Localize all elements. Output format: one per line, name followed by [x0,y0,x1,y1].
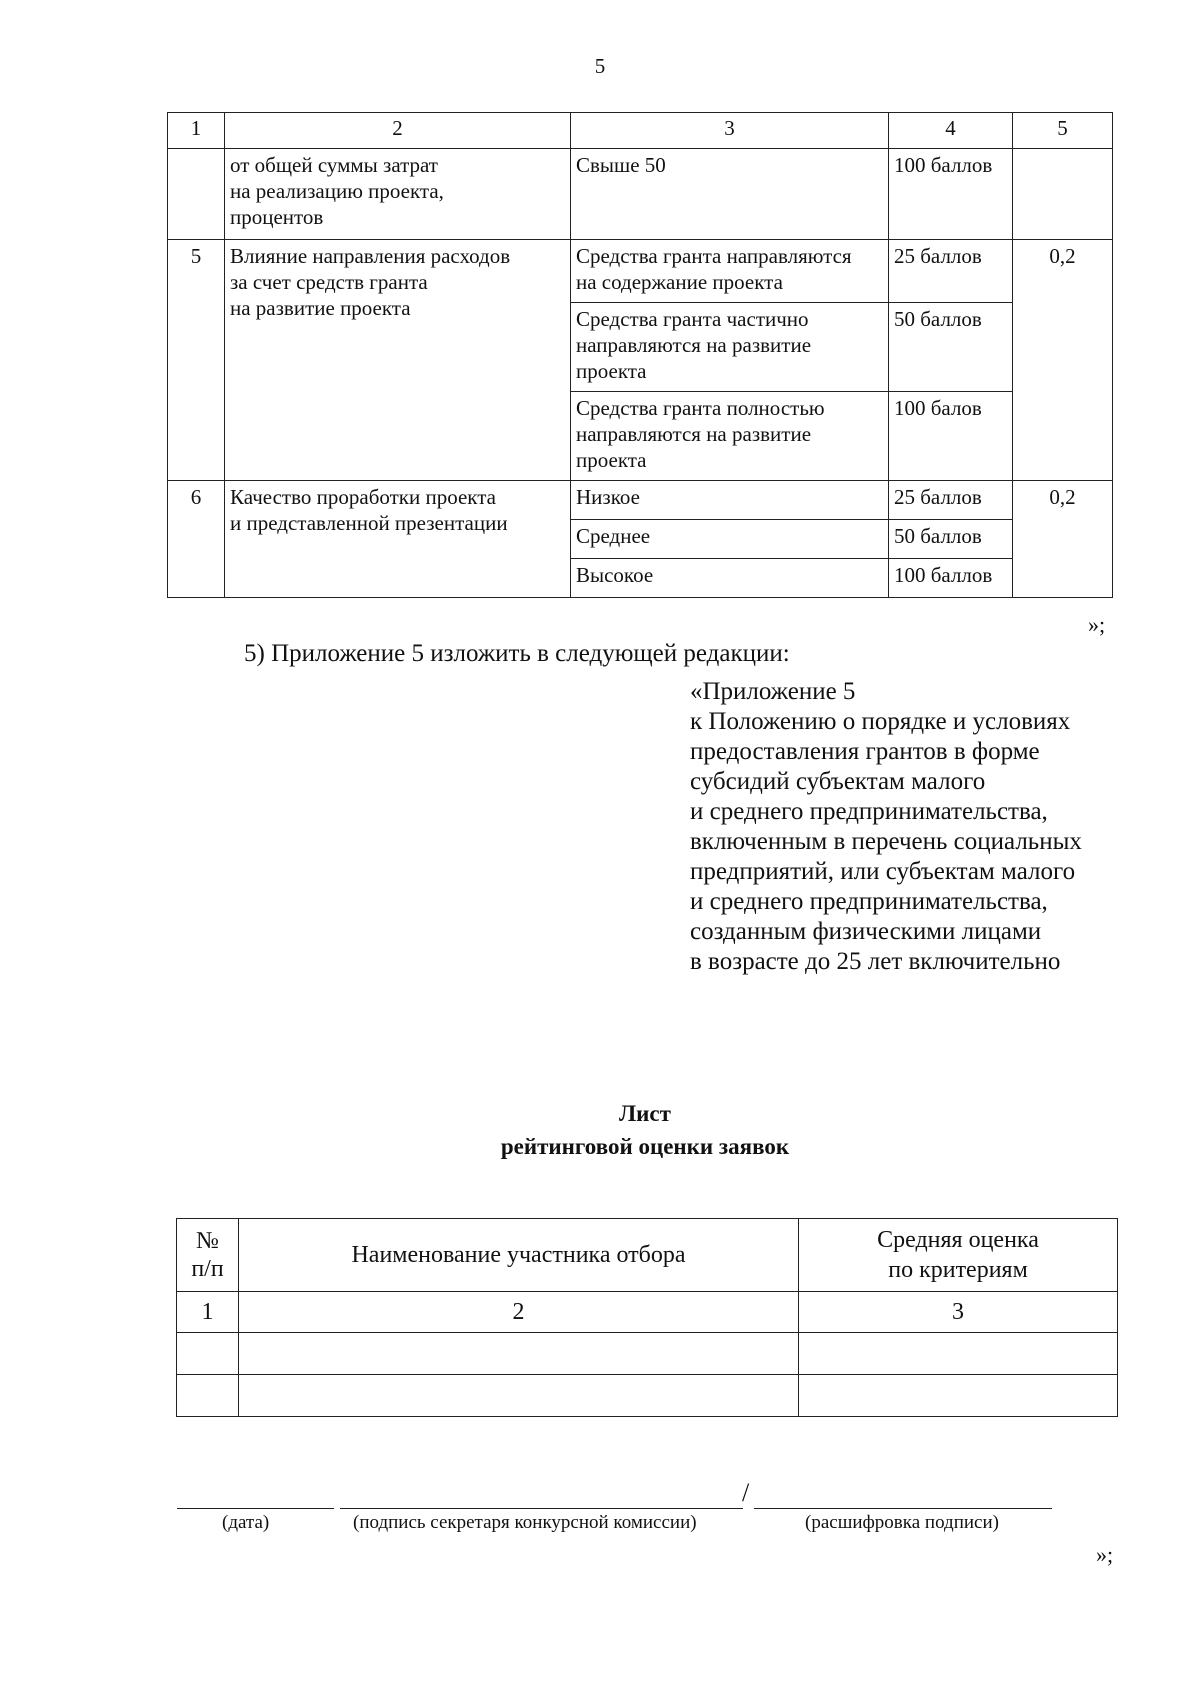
criterion-line: на реализацию проекта, [230,179,444,203]
criterion-line: от общей суммы затрат [230,153,438,177]
option-line: Средства гранта направляются [576,244,852,268]
empty-cell [177,1375,239,1417]
option-line: проекта [576,359,647,383]
points-cell: 50 баллов [889,520,1013,559]
empty-cell [177,1333,239,1375]
header-cell: 4 [889,113,1013,149]
appendix-header [690,677,1082,977]
participant-header-cell: Наименование участника отбора [239,1219,799,1292]
option-cell: Свыше 50 [571,149,889,240]
row-number-cell: 5 [168,240,225,481]
weight-cell [1013,149,1113,240]
option-line: Средства гранта полностью [576,396,825,420]
criteria-table [167,112,1113,598]
header-line: по критериям [888,1257,1028,1283]
appendix-line: в возрасте до 25 лет включительно [690,948,1061,975]
closing-quote: »; [1088,612,1106,637]
header-cell: 1 [168,113,225,149]
page-number: 5 [594,54,606,78]
table-header-row [168,113,1113,149]
criterion-cell [225,149,571,240]
score-header-cell [799,1219,1118,1292]
option-cell [571,392,889,481]
table-row [177,1333,1118,1375]
empty-cell [239,1375,799,1417]
points-cell: 50 баллов [889,303,1013,392]
row-number-cell [168,149,225,240]
table-row [168,149,1113,240]
table-row [177,1375,1118,1417]
option-line: направляются на развитие [576,422,812,446]
appendix-line: и среднего предпринимательства, [690,798,1048,825]
weight-cell: 0,2 [1013,481,1113,598]
option-cell: Среднее [571,520,889,559]
appendix-line: предоставления грантов в форме [690,738,1040,765]
option-cell: Низкое [571,481,889,520]
option-line: на содержание проекта [576,270,783,294]
criterion-line: процентов [230,205,324,229]
date-label: (дата) [222,1512,270,1533]
appendix-line: и среднего предпринимательства, [690,888,1048,915]
date-line [177,1508,334,1509]
amendment-item: 5) Приложение 5 изложить в следующей редакции: [244,640,790,667]
appendix-line: включенным в перечень социальных [690,828,1082,855]
decode-line [754,1508,1052,1509]
points-cell: 100 баллов [889,149,1013,240]
criterion-line: Влияние направления расходов [230,244,511,268]
criterion-line: за счет средств гранта [230,270,428,294]
number-header-cell [177,1219,239,1292]
option-line: Средства гранта частично [576,307,809,331]
table-row [177,1292,1118,1333]
points-cell: 25 баллов [889,481,1013,520]
table-row [168,240,1113,303]
option-cell [571,303,889,392]
column-number-cell: 3 [799,1292,1118,1333]
points-cell: 25 баллов [889,240,1013,303]
points-cell: 100 балов [889,392,1013,481]
criterion-cell [225,240,571,481]
rating-table [176,1218,1118,1417]
criterion-line: на развитие проекта [230,296,411,320]
column-number-cell: 2 [239,1292,799,1333]
row-number-cell: 6 [168,481,225,598]
signature-label: (подпись секретаря конкурсной комиссии) [353,1512,697,1533]
column-number-cell: 1 [177,1292,239,1333]
header-cell: 5 [1013,113,1113,149]
empty-cell [239,1333,799,1375]
appendix-line: «Приложение 5 [690,678,856,705]
criterion-line: Качество проработки проекта [230,485,496,509]
header-cell: 3 [571,113,889,149]
signature-line [340,1508,743,1509]
option-cell: Высокое [571,559,889,598]
appendix-line: субсидий субъектам малого [690,768,986,795]
closing-quote: »; [1096,1542,1114,1567]
option-cell [571,240,889,303]
appendix-line: к Положению о порядке и условиях [690,708,1071,735]
option-line: направляются на развитие [576,333,812,357]
page-subtitle: рейтинговой оценки заявок [500,1134,790,1159]
criterion-cell [225,481,571,598]
weight-cell: 0,2 [1013,240,1113,481]
header-line: Средняя оценка [877,1227,1039,1253]
option-line: проекта [576,448,647,472]
empty-cell [799,1333,1118,1375]
header-line: п/п [191,1256,224,1282]
page-title: Лист [619,1101,671,1126]
appendix-line: созданным физическими лицами [690,918,1042,945]
appendix-line: предприятий, или субъектам малого [690,858,1076,885]
empty-cell [799,1375,1118,1417]
header-cell: 2 [225,113,571,149]
header-line: № [196,1228,219,1254]
table-header-row [177,1219,1118,1292]
criterion-line: и представленной презентации [230,511,508,535]
points-cell: 100 баллов [889,559,1013,598]
signature-slash: / [742,1478,750,1507]
table-row [168,481,1113,520]
decode-label: (расшифровка подписи) [805,1512,999,1533]
